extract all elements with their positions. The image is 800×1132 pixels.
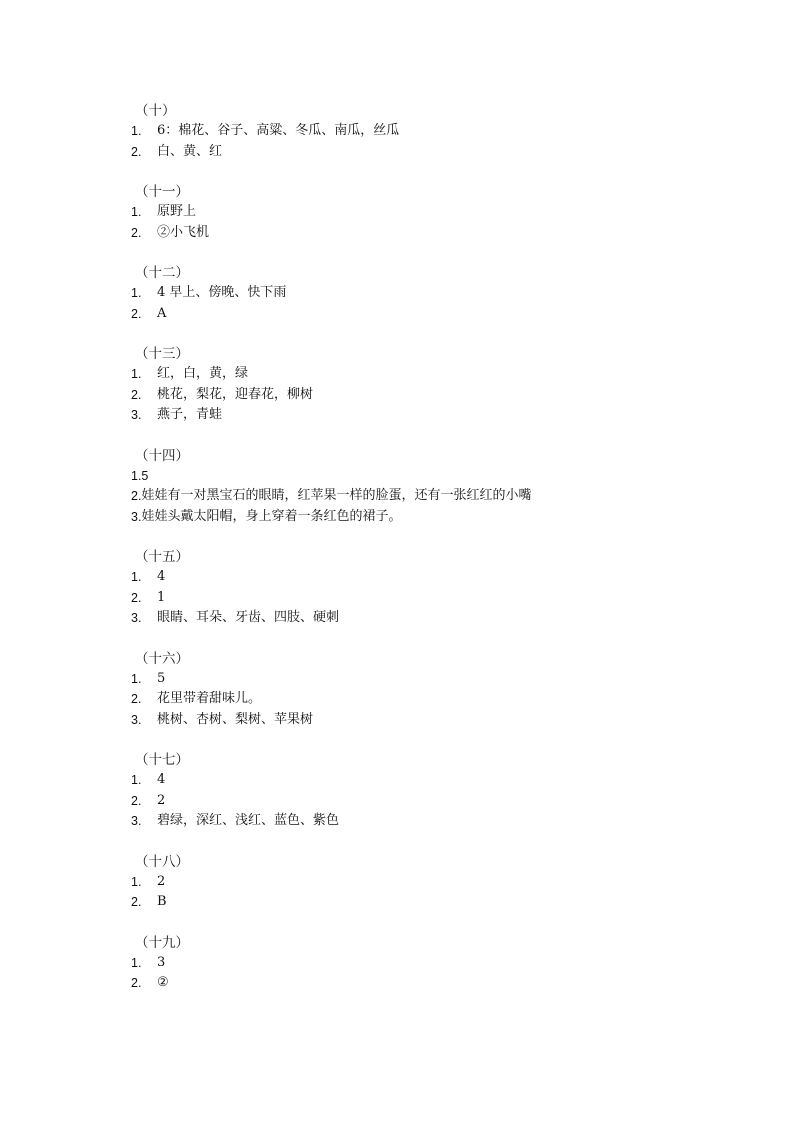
answer-item: [131, 466, 691, 487]
section-heading: （十三）: [135, 346, 189, 362]
item-text: 桃树、杏树、梨树、苹果树: [157, 711, 314, 727]
item-text: 4 早上、傍晚、快下雨: [157, 285, 287, 300]
answer-item: [131, 364, 691, 385]
section-heading: （十二）: [135, 265, 189, 281]
item-number: 3.: [131, 814, 142, 828]
item-number: 3.: [131, 408, 142, 422]
item-number: 1.: [131, 367, 142, 381]
item-number: 1.: [131, 955, 142, 970]
item-number: 2.: [131, 692, 142, 706]
item-number: 1.: [131, 124, 142, 138]
item-text: 桃花，梨花，迎春花，柳树: [157, 386, 314, 402]
answer-item: [131, 223, 691, 244]
item-text: 白、黄、红: [157, 143, 223, 159]
section-heading: （十七）: [135, 752, 189, 768]
answer-item: [131, 669, 691, 690]
item-text: 3: [157, 954, 166, 970]
section-heading: （十五）: [135, 549, 189, 565]
answer-section: [131, 852, 691, 913]
item-text: 燕子，青蛙: [157, 407, 223, 422]
answer-section: [131, 750, 691, 832]
item-number: 1.: [131, 773, 142, 787]
item-text: B: [157, 894, 167, 909]
answer-section: [131, 263, 691, 324]
item-text: 娃娃有一对黑宝石的眼睛，红苹果一样的脸蛋，还有一张红红的小嘴: [141, 488, 532, 503]
answer-section: [131, 649, 691, 731]
item-text: 花里带着甜味儿。: [157, 691, 262, 706]
item-text: 1: [157, 589, 166, 605]
section-heading: （十六）: [135, 650, 189, 667]
answer-item: [131, 710, 691, 731]
answer-item: [131, 892, 691, 913]
answer-item: [131, 507, 691, 528]
answer-item: [131, 588, 691, 609]
answer-item: [131, 689, 691, 710]
answer-item: [131, 953, 691, 974]
item-number: 2.: [131, 489, 142, 503]
answer-section: [131, 182, 691, 243]
item-number: 1.: [131, 874, 142, 889]
item-number: 2.: [131, 144, 142, 159]
item-text: ②: [157, 975, 169, 990]
item-text: 眼睛、耳朵、牙齿、四肢、硬刺: [157, 610, 340, 625]
answer-item: [131, 385, 691, 406]
item-number: 2.: [131, 793, 142, 808]
answer-item: [131, 142, 691, 163]
item-text: 娃娃头戴太阳帽，身上穿着一条红色的裙子。: [141, 508, 402, 524]
answer-item: [131, 567, 691, 588]
item-number: 1.: [131, 205, 142, 219]
answer-list: [131, 101, 691, 1014]
item-text: 碧绿，深红、浅红、蓝色、紫色: [157, 813, 340, 828]
item-number: 2.: [131, 225, 142, 240]
answer-item: [131, 791, 691, 812]
item-text: A: [157, 305, 167, 321]
answer-item: [131, 770, 691, 791]
item-number: 1.: [131, 671, 142, 686]
answer-item: [131, 304, 691, 325]
section-heading: （十八）: [135, 853, 189, 870]
item-number: 2.: [131, 387, 142, 402]
item-number: 2.: [131, 306, 142, 321]
item-number: 3.: [131, 611, 142, 625]
section-heading: （十九）: [135, 934, 189, 951]
answer-section: [131, 933, 691, 994]
answer-item: [131, 486, 691, 507]
item-number: 3.: [131, 712, 142, 727]
item-text: 4: [157, 569, 166, 584]
item-text: 2: [157, 792, 166, 808]
answer-item: [131, 973, 691, 994]
item-number: 1.: [131, 570, 142, 584]
item-number: 2.: [131, 895, 142, 909]
item-number: 1.5: [131, 468, 149, 483]
answer-item: [131, 202, 691, 223]
item-number: 2.: [131, 976, 142, 990]
item-number: 3.: [131, 509, 142, 524]
answer-section: [131, 101, 691, 162]
section-heading: （十）: [135, 103, 176, 119]
item-number: 1.: [131, 286, 142, 300]
item-text: 5: [157, 670, 166, 686]
item-number: 2.: [131, 590, 142, 605]
answer-section: [131, 344, 691, 426]
answer-item: [131, 608, 691, 629]
item-text: ②小飞机: [157, 224, 210, 240]
answer-section: [131, 547, 691, 629]
answer-item: [131, 811, 691, 832]
answer-item: [131, 121, 691, 142]
item-text: 4: [157, 772, 166, 787]
item-text: 2: [157, 873, 166, 889]
answer-item: [131, 283, 691, 304]
section-heading: （十一）: [135, 184, 189, 200]
section-heading: （十四）: [135, 447, 189, 464]
answer-item: [131, 872, 691, 893]
answer-section: [131, 446, 691, 528]
item-text: 红，白，黄，绿: [157, 366, 249, 381]
item-text: 6：棉花、谷子、高粱、冬瓜、南瓜，丝瓜: [157, 123, 400, 138]
item-text: 原野上: [157, 204, 197, 219]
answer-item: [131, 405, 691, 426]
